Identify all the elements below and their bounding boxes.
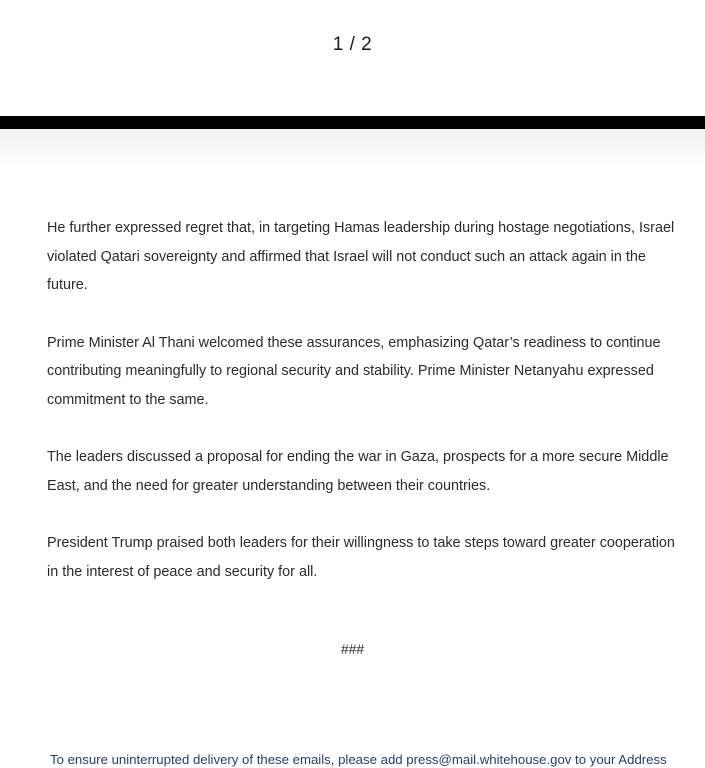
paragraph-praise: President Trump praised both leaders for their willingness to take steps toward greater cooperation in the interest of peace and security for all. — [47, 535, 675, 580]
paragraph-regret: He further expressed regret that, in targeting Hamas leadership during hostage negotiations, Israel violated Qatari sovereignty and affirmed that Israel will not conduct such an attack again in the future. — [47, 220, 675, 293]
paragraph-assurances: Prime Minister Al Thani welcomed these assurances, emphasizing Qatar’s readiness to continue contributing meaningfully to regional security and stability. Prime Minister Netanyahu expressed commitment to the same. — [47, 334, 661, 408]
viewer-divider-bar — [0, 116, 705, 129]
divider-shadow — [0, 129, 705, 169]
paragraph-proposal: The leaders discussed a proposal for ending the war in Gaza, prospects for a more secure Middle East, and the need for greater understanding between their countries. — [47, 449, 669, 494]
page-indicator: 1 / 2 — [332, 34, 373, 55]
email-body — [47, 214, 677, 615]
footer-delivery-note[interactable]: To ensure uninterrupted delivery of these emails, please add press@mail.whitehouse.gov to your Address — [50, 752, 667, 767]
end-mark: ### — [340, 641, 365, 657]
